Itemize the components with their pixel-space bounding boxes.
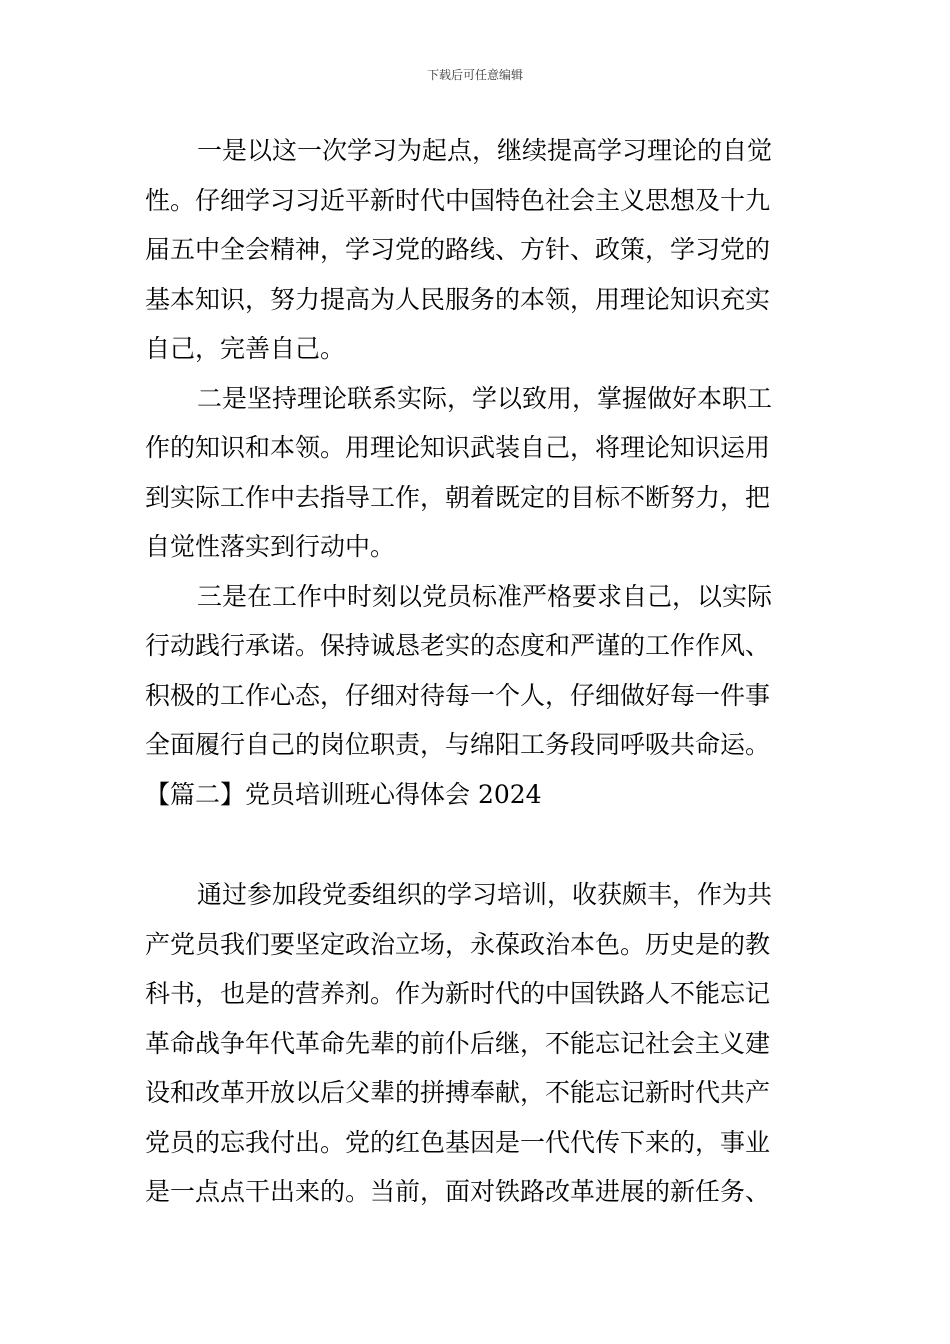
paragraph-line: 基本知识，努力提高为人民服务的本领，用理论知识充实 xyxy=(145,284,771,314)
paragraph-line: 党员的忘我付出。党的红色基因是一代代传下来的，事业 xyxy=(145,1127,771,1157)
paragraph-line: 是一点点干出来的。当前，面对铁路改革进展的新任务、 xyxy=(145,1177,771,1206)
paragraph-line: 积极的工作心态，仔细对待每一个人，仔细做好每一件事 xyxy=(145,680,771,710)
paragraph-line: 届五中全会精神，学习党的路线、方针、政策，学习党的 xyxy=(145,235,771,264)
paragraph-line: 一是以这一次学习为起点，继续提高学习理论的自觉 xyxy=(197,136,773,165)
section-one xyxy=(145,126,810,819)
paragraph-line: 到实际工作中去指导工作，朝着既定的目标不断努力，把 xyxy=(145,482,771,512)
paragraph-line: 行动践行承诺。保持诚恳老实的态度和严谨的工作作风、 xyxy=(145,631,771,660)
paragraph-line: 产党员我们要坚定政治立场，永葆政治本色。历史是的教 xyxy=(145,929,771,959)
paragraph-line: 革命战争年代革命先辈的前仆后继，不能忘记社会主义建 xyxy=(145,1028,771,1058)
paragraph-line: 性。仔细学习习近平新时代中国特色社会主义思想及十九 xyxy=(145,185,771,215)
paragraph-line: 自觉性落实到行动中。 xyxy=(145,532,396,561)
paragraph-line: 全面履行自己的岗位职责，与绵阳工务段同呼吸共命运。 xyxy=(145,730,771,759)
section-heading: 【篇二】党员培训班心得体会 2024 xyxy=(145,779,542,809)
page-header: 下载后可任意编辑 xyxy=(426,68,523,82)
paragraph-line: 二是坚持理论联系实际，学以致用，掌握做好本职工 xyxy=(197,383,773,413)
paragraph-line: 科书，也是的营养剂。作为新时代的中国铁路人不能忘记 xyxy=(145,979,771,1008)
paragraph-line: 设和改革开放以后父辈的拼搏奉献，不能忘记新时代共产 xyxy=(145,1078,771,1107)
paragraph-line: 通过参加段党委组织的学习培训，收获颇丰，作为共 xyxy=(197,880,773,909)
section-two xyxy=(145,870,810,1217)
paragraph-line: 自己，完善自己。 xyxy=(145,334,346,363)
paragraph-line: 三是在工作中时刻以党员标准严格要求自己，以实际 xyxy=(197,581,773,611)
paragraph-line: 作的知识和本领。用理论知识武装自己，将理论知识运用 xyxy=(145,433,771,462)
